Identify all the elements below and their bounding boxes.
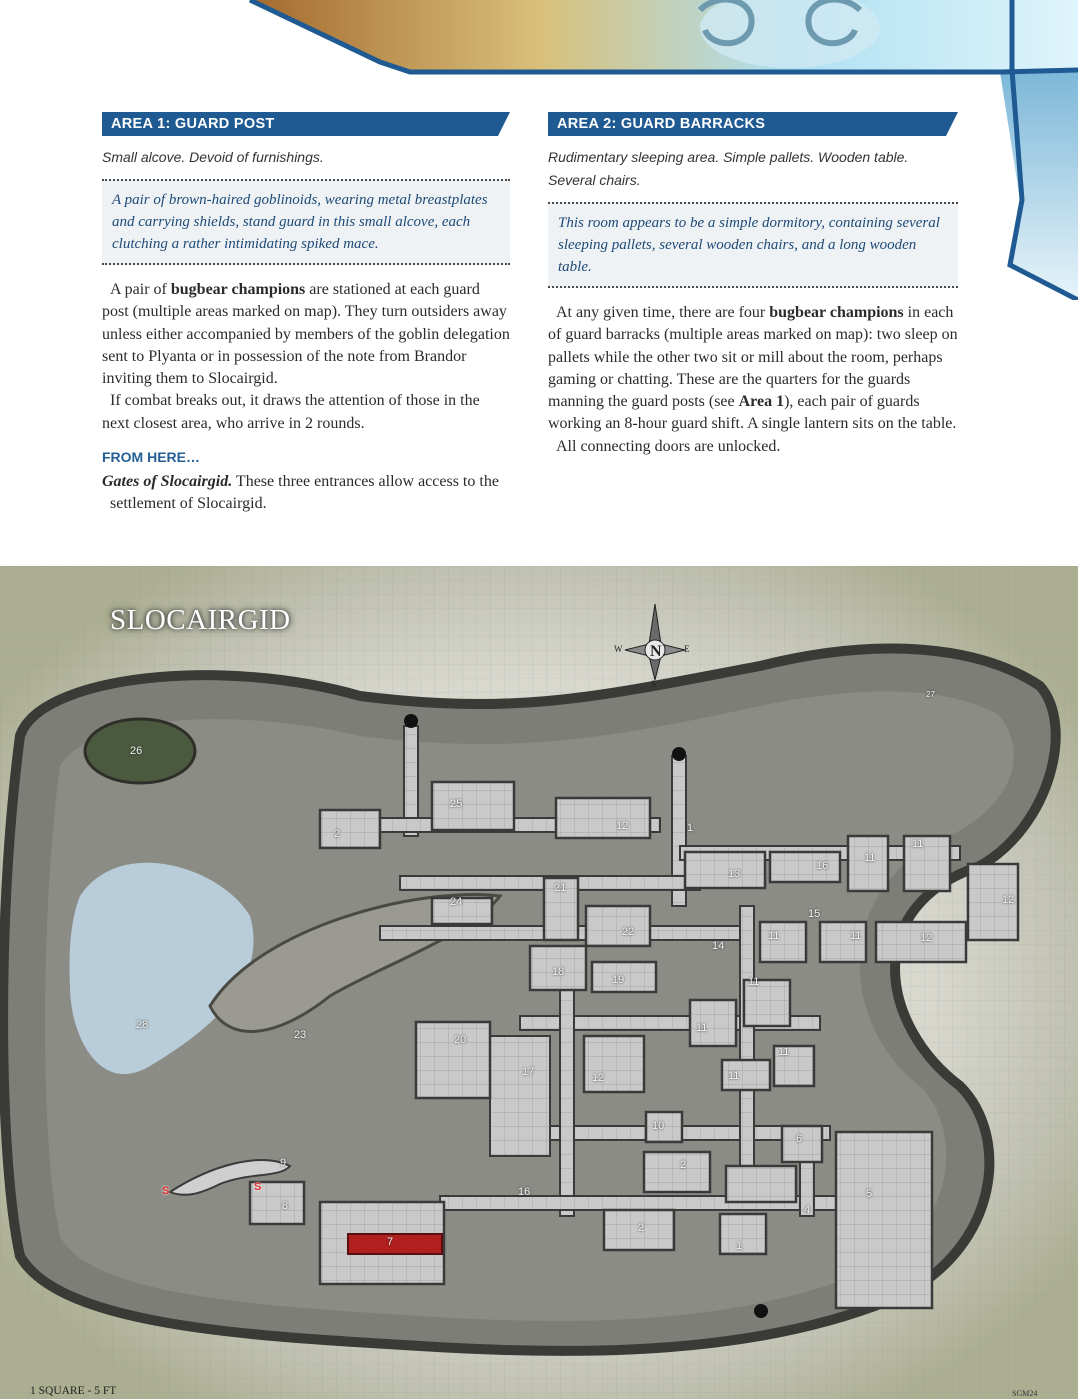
map-label: 1 [687,822,694,834]
secret-door-marker: S [254,1181,262,1193]
compass-south: S [651,679,657,689]
map-label: 6 [796,1133,803,1145]
bugbear-champions-term: bugbear champions [170,281,306,298]
map-label: 28 [136,1019,149,1031]
map-label: 4 [804,1204,811,1216]
area1-boxed-text [102,179,510,265]
map-label: 11 [728,1070,740,1082]
map-label: 11 [768,930,780,942]
area2-heading [548,112,958,136]
area2-paragraph-1: At any given time, there are four bugbear champions in each of guard barracks (multiple areas marked on map): two sleep on pallets while the other two sit or mill about the room, perhaps gaming or chatting. These are the quarters for the guards manning the guard posts (see Area 1), each pair of guards working an 8-hour guard shift. A single lantern sits on the table. [548,304,958,433]
from-here-heading: FROM HERE… [102,449,200,466]
area2-boxed-text [548,202,958,288]
map-label: 10 [652,1120,665,1132]
gates-entry: Gates of Slocairgid. These three entrances allow access to the settlement of Slocairgid. [102,473,499,513]
area2-title: AREA 2: GUARD BARRACKS [557,116,766,132]
map-scale: 1 SQUARE - 5 FT [30,1385,117,1397]
map-label: 18 [552,966,565,978]
map-label: 25 [450,798,463,810]
map-label: 2 [638,1222,645,1234]
map-label: 2 [680,1159,687,1171]
secret-door-marker: S [162,1185,170,1197]
map-label: 20 [454,1034,467,1046]
area2-description: Rudimentary sleeping area. Simple pallets. Wooden table. Several chairs. [548,149,909,188]
map-label: 14 [712,940,725,952]
map-label: 11 [696,1022,708,1034]
map-label: 11 [778,1046,790,1058]
map-label: 11 [850,930,862,942]
map-label: 12 [920,932,933,944]
slocairgid-map [0,566,1078,1399]
map-label: 11 [748,976,760,988]
area-reference: Area 1 [738,393,785,411]
area2-read-aloud: This room appears to be a simple dormitory, containing several sleeping pallets, several wooden chairs, and a long wooden table. [558,215,940,275]
artist-signature: SGM24 [1012,1389,1038,1398]
map-label: 12 [592,1072,605,1084]
area2-section [548,112,958,458]
map-label: 12 [1002,894,1015,906]
area1-title: AREA 1: GUARD POST [111,116,275,132]
map-label: 11 [864,852,876,864]
map-label: 27 [926,690,935,699]
map-label: 1 [736,1240,743,1252]
area1-description: Small alcove. Devoid of furnishings. [102,149,324,165]
area1-paragraph-1: A pair of bugbear champions are stationed at each guard post (multiple areas marked on map). They turn outsiders away unless either accompanied by members of the goblin delegation sent to Plyanta or in possession of the note from Brandor inviting them to Slocairgid. [102,281,510,388]
map-label: 15 [808,908,821,920]
map-label: 8 [282,1200,289,1212]
map-label: 21 [554,882,567,894]
map-label: 26 [130,745,143,757]
area1-heading [102,112,510,136]
area1-paragraph-2: If combat breaks out, it draws the attention of those in the next closest area, who arrive in 2 rounds. [102,392,480,432]
map-label: 22 [622,926,635,938]
compass-east: E [684,644,690,654]
map-label: 13 [728,868,741,880]
compass-west: W [614,644,623,654]
map-label: 16 [816,860,829,872]
area1-read-aloud: A pair of brown-haired goblinoids, wearing metal breastplates and carrying shields, stand guard in this small alcove, each clutching a rather intimidating spiked mace. [112,192,488,252]
map-label: 24 [450,896,463,908]
bugbear-champions-term: bugbear champions [769,304,904,321]
map-label: 2 [334,828,341,840]
map-title: SLOCAIRGID [110,604,291,636]
map-label: 16 [518,1186,531,1198]
gates-title: Gates of Slocairgid. [102,473,233,491]
map-label: 23 [294,1029,307,1041]
map-label: 5 [866,1188,873,1200]
map-label: 9 [280,1157,287,1169]
map-label: 17 [522,1066,535,1078]
map-label: 7 [387,1236,394,1248]
map-label: 11 [912,838,924,850]
area1-section [102,112,510,516]
compass-north: N [650,643,662,660]
area2-paragraph-2: All connecting doors are unlocked. [556,437,781,455]
map-label: 19 [612,974,625,986]
map-label: 12 [616,820,629,832]
